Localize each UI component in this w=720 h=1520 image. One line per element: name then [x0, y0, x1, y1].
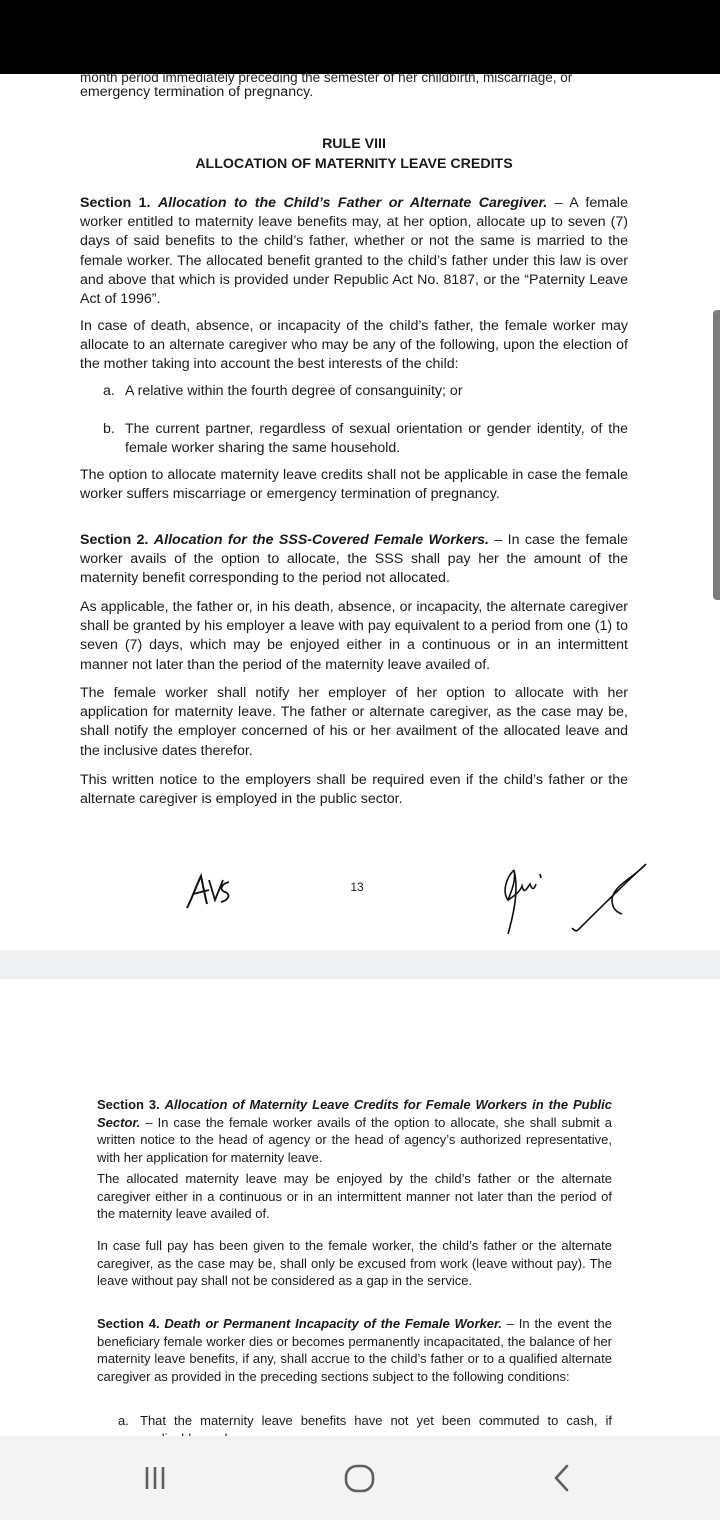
rule-title: ALLOCATION OF MATERNITY LEAVE CREDITS: [195, 156, 513, 172]
list-item-text: The current partner, regardless of sexual orientation or gender identity, of the female worker sharing the same household.: [125, 421, 628, 457]
status-bar: [0, 0, 720, 74]
section-1-paragraph-2: In case of death, absence, or incapacity of the child’s father, the female worker may allocate to an alternate caregiver who may be any of the following, upon the election of the mother taking into account the best interests of the child:: [80, 318, 628, 373]
section-2-paragraph-4: This written notice to the employers shall be required even if the child’s father or the alternate caregiver is employed in the public sector.: [80, 772, 628, 808]
section-body: – In case the female worker avails of the option to allocate, the SSS shall pay her the amount of the maternity benefit corresponding to the period not allocated.: [80, 532, 628, 587]
section-body: – A female worker entitled to maternity leave benefits may, at her option, allocate up to seven (7) days of said benefits to the child’s father, whether or not the same is married to the female worker. The allocated benefit granted to the child’s father under this law is over and above that which is provided under Republic Act No. 8187, or the “Paternity Leave Act of 1996”.: [80, 195, 628, 308]
section-3-paragraph-3: In case full pay has been given to the female worker, the child’s father or the alternate caregiver, as the case may be, shall only be excused from work (leave without pay). The leave without pay shall not be considered as a gap in the service.: [97, 1238, 612, 1289]
section-2-paragraph-3: The female worker shall notify her employer of her option to allocate with her application for maternity leave. The father or alternate caregiver, as the case may be, shall notify the employer concerned of his or her availment of the allocated leave and the inclusive dates therefor.: [80, 685, 628, 759]
section-number: Section 4.: [97, 1316, 160, 1331]
navigation-bar: [0, 1436, 720, 1520]
scrollbar-thumb[interactable]: [713, 310, 720, 600]
section-3-paragraph: [97, 1096, 612, 1167]
section-number: Section 1.: [80, 195, 151, 211]
page-number: 13: [350, 880, 364, 894]
section-1-paragraph: [80, 194, 628, 309]
page-separator: [0, 950, 720, 979]
document-page-14: [0, 979, 720, 1436]
previous-paragraph-end: emergency termination of pregnancy.: [80, 84, 314, 100]
section-body: – In case the female worker avails of the option to allocate, she shall submit a written notice to the head of agency or the head of agency’s authorized representative, with her application for maternity leave.: [97, 1114, 612, 1166]
rule-number: RULE VIII: [322, 136, 386, 152]
signature-right: [492, 856, 652, 942]
list-item-label: a.: [103, 383, 115, 399]
recent-apps-button[interactable]: [95, 1436, 215, 1520]
home-icon: [335, 1453, 385, 1503]
back-button[interactable]: [502, 1436, 622, 1520]
section-title: Allocation to the Child’s Father or Alternate Caregiver.: [157, 195, 548, 211]
cut-off-line: month period immediately preceding the semester of her childbirth, miscarriage, or: [80, 70, 573, 85]
section-title: Death or Permanent Incapacity of the Female Worker.: [164, 1316, 502, 1331]
document-page-13: [0, 70, 720, 950]
section-title: Allocation for the SSS-Covered Female Workers.: [153, 532, 489, 548]
section-number: Section 2.: [80, 532, 149, 548]
list-item-label: b.: [103, 421, 115, 437]
section-2-paragraph: [80, 531, 628, 589]
section-4-paragraph: [97, 1315, 612, 1386]
section-1-paragraph-3: The option to allocate maternity leave credits shall not be applicable in case the female worker suffers miscarriage or emergency termination of pregnancy.: [80, 467, 628, 503]
section-3-paragraph-2: The allocated maternity leave may be enjoyed by the child’s father or the alternate caregiver either in a continuous or in an intermittent manner not later than the period of the maternity leave availed of.: [97, 1171, 612, 1222]
list-item-text: That the maternity leave benefits have not yet been commuted to cash, if: [140, 1413, 612, 1428]
home-button[interactable]: [300, 1436, 420, 1520]
section-title: Allocation of Maternity Leave Credits for Female Workers in the Public Sector.: [97, 1097, 612, 1130]
section-body: – In the event the beneficiary female worker dies or becomes permanently incapacitated, the balance of her maternity leave benefits, if any, shall accrue to the child’s father or to a qualified alternate caregiver as provided in the preceding sections subject to the following conditions:: [97, 1316, 612, 1385]
initials-signature-left: [183, 870, 235, 914]
section-2-paragraph-2: As applicable, the father or, in his death, absence, or incapacity, the alternate caregiver shall be granted by his employer a leave with pay equivalent to a period from one (1) to seven (7) days, which may be enjoyed either in a continuous or in an intermittent manner not later than the period of the maternity leave availed of.: [80, 599, 628, 673]
back-icon: [537, 1453, 587, 1503]
list-item-label: a.: [118, 1413, 129, 1428]
section-number: Section 3.: [97, 1097, 160, 1112]
list-item-text: A relative within the fourth degree of consanguinity; or: [125, 383, 463, 399]
recent-apps-icon: [130, 1453, 180, 1503]
